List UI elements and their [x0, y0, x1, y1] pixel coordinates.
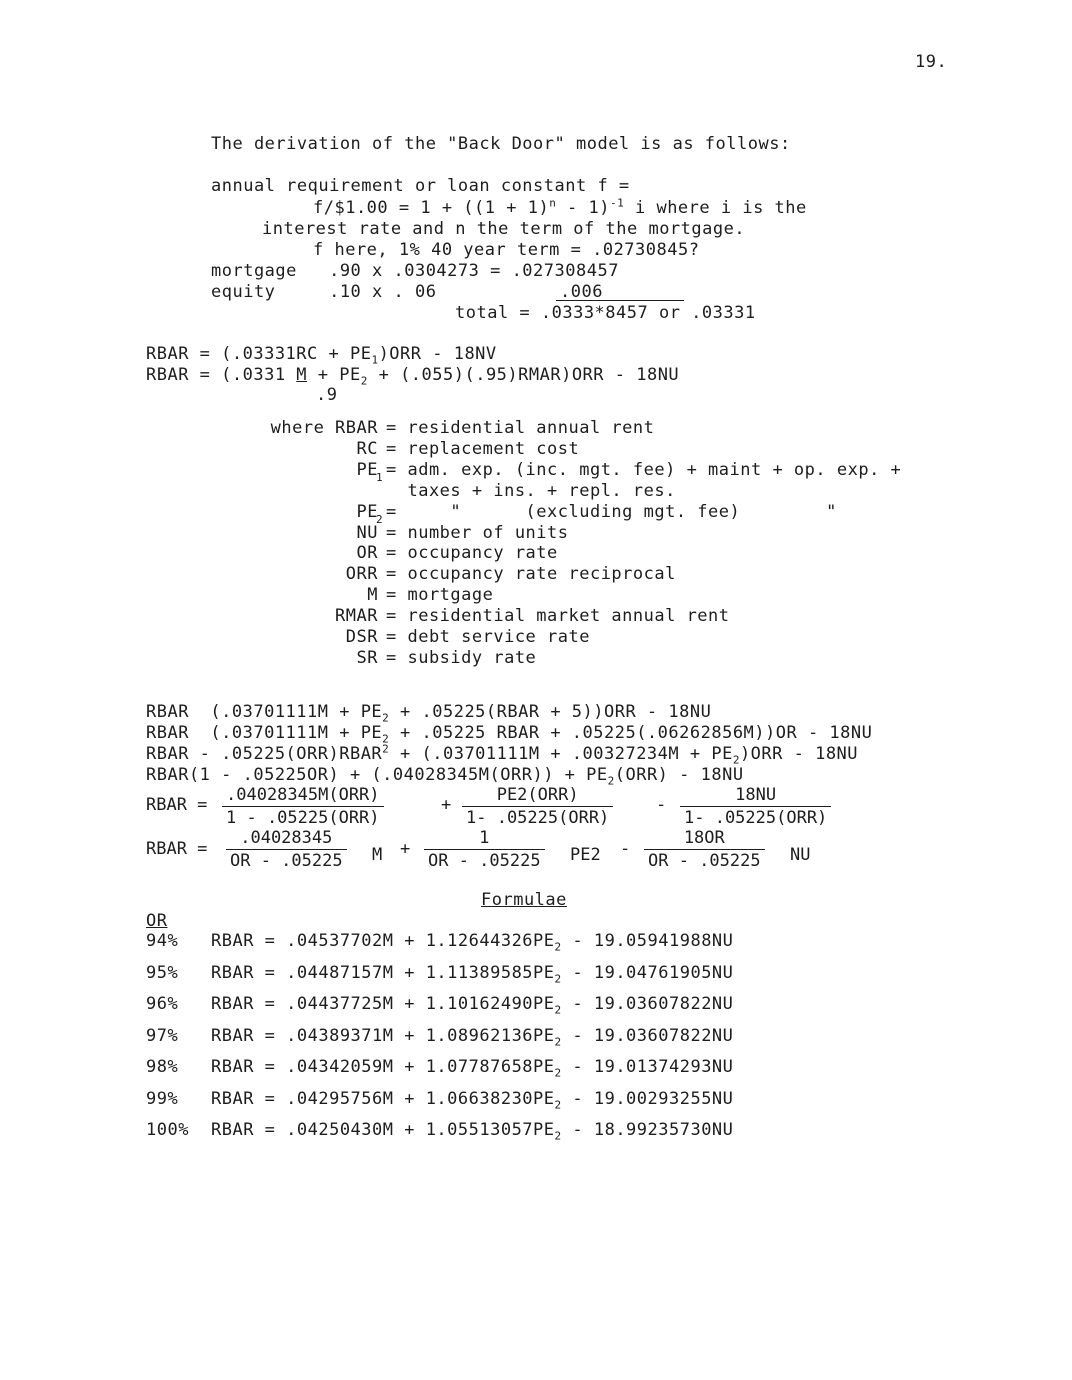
formula-occupancy-rate: 97% — [146, 1026, 179, 1046]
derivation-line-1: annual requirement or loan constant f = — [211, 176, 630, 196]
mortgage-line: mortgage .90 x .0304273 = .027308457 — [211, 261, 619, 281]
derivation-line-4: f here, 1% 40 year term = .02730845? — [313, 240, 700, 260]
total-line: total = .0333*8457 or .03331 — [455, 303, 756, 323]
fraction-eq-2-plus: + — [400, 839, 411, 859]
definition-text: = subsidy rate — [386, 648, 537, 668]
fraction-eq-2-term-1: $\frac{.04028345}{OR - .05225}$ — [226, 828, 347, 871]
formula-occupancy-rate: 98% — [146, 1057, 179, 1077]
definition-term: PE — [356, 502, 378, 522]
rbar-equation-1: RBAR = $(.03331RC + PE_1)ORR - 18NV$ — [146, 344, 497, 367]
equity-line: equity .10 x . 06 — [211, 282, 437, 302]
step-2: RBAR ($.03701111M + PE_2 + .05225$ RBAR + .05225(.06262856M))OR - 18NU — [146, 723, 873, 746]
definition-term: NU — [356, 523, 378, 543]
definition-term: OR — [356, 543, 378, 563]
definition-term-subscript: 1 — [376, 471, 384, 484]
formula-expression: RBAR = $.04437725M + 1.10162490PE_2 - 19.03607822NU$ — [211, 994, 734, 1017]
fraction-eq-2-pe2: PE2 — [570, 845, 601, 865]
formula-expression: RBAR = $.04250430M + 1.05513057PE_2 - 18.99235730NU$ — [211, 1120, 734, 1143]
page-number: 19. — [915, 52, 948, 72]
definition-term-subscript: 2 — [376, 513, 384, 526]
formulae-heading: Formulae — [481, 890, 567, 910]
fraction-eq-1-term-2: PE2(ORR) 1- .05225(ORR) — [462, 785, 613, 828]
step-1: RBAR ($.03701111M + PE_2$ + .05225(RBAR + 5))ORR - 18NU — [146, 702, 712, 725]
definition-text: = number of units — [386, 523, 569, 543]
rbar-equation-2-denominator: .9 — [316, 385, 338, 405]
definition-text: = " (excluding mgt. fee) " — [386, 502, 837, 522]
definition-text: = occupancy rate — [386, 543, 558, 563]
fraction-eq-2-m: M — [372, 845, 383, 865]
definition-term: DSR — [345, 627, 378, 647]
formula-expression: RBAR = $.04537702M + 1.12644326PE_2 - 19.05941988NU$ — [211, 931, 734, 954]
definition-text: taxes + ins. + repl. res. — [386, 481, 676, 501]
definition-term: SR — [356, 648, 378, 668]
derivation-line-2: f/$1.00 = $1 + ((1 + 1)^n - 1)^{-1}$ i where i is the — [313, 196, 807, 218]
formula-occupancy-rate: 100% — [146, 1120, 189, 1140]
fraction-eq-1-lhs: RBAR = — [146, 795, 218, 815]
definition-text: = residential market annual rent — [386, 606, 730, 626]
fraction-eq-2-lhs: RBAR = — [146, 839, 218, 859]
definition-text: = debt service rate — [386, 627, 590, 647]
definition-term: ORR — [345, 564, 378, 584]
definition-text: = residential annual rent — [386, 418, 655, 438]
formula-occupancy-rate: 94% — [146, 931, 179, 951]
formula-expression: RBAR = $.04295756M + 1.06638230PE_2 - 19.00293255NU$ — [211, 1089, 734, 1112]
definition-text: = mortgage — [386, 585, 494, 605]
definition-term: RMAR — [335, 606, 378, 626]
fraction-eq-2-term-3: $\frac{18OR}{OR - .05225}$ — [644, 828, 765, 871]
fraction-eq-1-minus: - — [656, 795, 667, 815]
formula-occupancy-rate: 99% — [146, 1089, 179, 1109]
fraction-eq-2-minus: - — [620, 839, 631, 859]
definition-text: = replacement cost — [386, 439, 580, 459]
step-3: RBAR - $.05225(ORR)RBAR^2 + (.03701111M + .00327234M + PE_2)ORR - 18NU$ — [146, 742, 859, 767]
formula-expression: RBAR = $.04487157M + 1.11389585PE_2 - 19.04761905NU$ — [211, 963, 734, 986]
formula-occupancy-rate: 95% — [146, 963, 179, 983]
or-column-header: OR — [146, 911, 168, 931]
fraction-eq-2-nu: NU — [790, 845, 811, 865]
fraction-eq-1-plus: + — [441, 795, 452, 815]
definition-term: where RBAR — [270, 418, 378, 438]
formula-expression: RBAR = $.04342059M + 1.07787658PE_2 - 19.01374293NU$ — [211, 1057, 734, 1080]
fraction-eq-1-term-1: .04028345M(ORR) 1 - .05225(ORR) — [222, 785, 384, 828]
formula-expression: RBAR = $.04389371M + 1.08962136PE_2 - 19.03607822NU$ — [211, 1026, 734, 1049]
step-4: RBAR(1 - $.05225OR) + (.04028345M(ORR)) + PE_2(ORR) - 18NU$ — [146, 765, 744, 788]
equity-value: .006 — [560, 282, 603, 302]
definition-term: RC — [356, 439, 378, 459]
fraction-eq-2-term-2: $\frac{1}{OR - .05225}$ — [424, 828, 545, 871]
definition-term: M — [367, 585, 378, 605]
definition-term: PE — [356, 460, 378, 480]
derivation-line-3: interest rate and n the term of the mortgage. — [262, 219, 746, 239]
definition-text: = adm. exp. (inc. mgt. fee) + maint + op. exp. + — [386, 460, 902, 480]
intro-text: The derivation of the "Back Door" model is as follows: — [211, 134, 791, 154]
definition-text: = occupancy rate reciprocal — [386, 564, 676, 584]
fraction-eq-1-term-3: 18NU 1- .05225(ORR) — [680, 785, 831, 828]
sum-rule — [556, 300, 684, 301]
formula-occupancy-rate: 96% — [146, 994, 179, 1014]
rbar-equation-2: RBAR = (.0331 $M + PE_2$ + (.055)(.95)RMAR)ORR - 18NU — [146, 365, 680, 388]
